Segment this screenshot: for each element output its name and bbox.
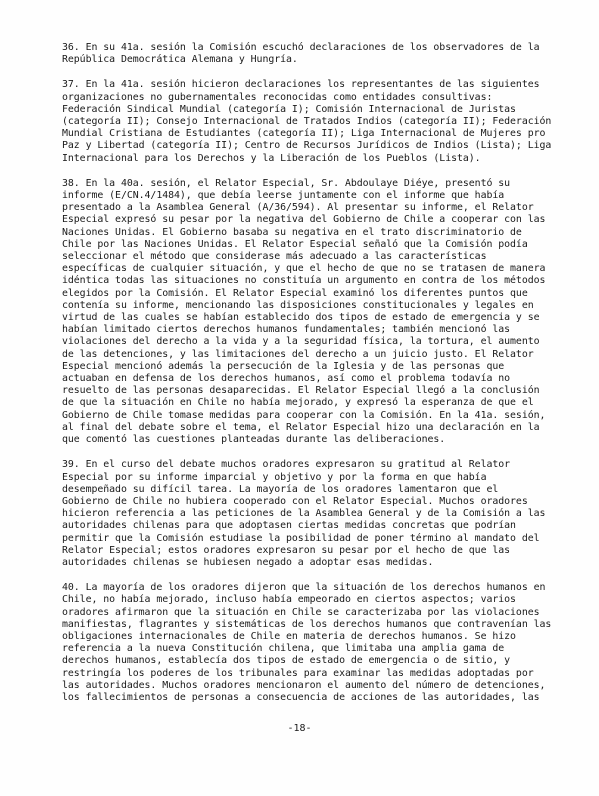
page-number: -18- (287, 723, 312, 734)
paragraph-37: 37. En la 41a. sesión hicieron declaraciones los representantes de las siguientes organizaciones no gubernamentales reconocidas como entidades consultivas: Federación Sindical Mundial (categoría I); Comisión Internacional de Juristas (categoría II); Consejo Internacional de Tratados Indios (categoría II); Federación Mundial Cristiana de Estudiantes (categoría II); Liga Internacional de Mujeres pro Paz y Libertad (categoría II); Centro de Recursos Jurídicos de Indios (Lista); Liga Internacional para los Derechos y la Liberación de los Pueblos (Lista). (62, 79, 552, 164)
paragraph-40: 40. La mayoría de los oradores dijeron que la situación de los derechos humanos en Chile, no había mejorado, incluso había empeorado en ciertos aspectos; varios oradores afirmaron que la situación en Chile se caracterizaba por las violaciones manifiestas, flagrantes y sistemáticas de los derechos humanos que contravenían las obligaciones internacionales de Chile en materia de derechos humanos. Se hizo referencia a la nueva Constitución chilena, que limitaba una amplia gama de derechos humanos, establecía dos tipos de estado de emergencia o de sitio, y restringía los poderes de los tribunales para examinar las medidas adoptadas por las autoridades. Muchos oradores mencionaron el aumento del número de detenciones, los fallecimientos de personas a consecuencia de acciones de las autoridades, las (62, 582, 552, 703)
document-body (62, 42, 558, 717)
paragraph-39: 39. En el curso del debate muchos oradores expresaron su gratitud al Relator Especial por su informe imparcial y objetivo y por la forma en que había desempeñado su difícil tarea. La mayoría de los oradores lamentaron que el Gobierno de Chile no hubiera cooperado con el Relator Especial. Muchos oradores hicieron referencia a las peticiones de la Asamblea General y de la Comisión a las autoridades chilenas para que adoptasen ciertas medidas concretas que podrían permitir que la Comisión estudiase la posibilidad de poner término al mandato del Relator Especial; estos oradores expresaron su pesar por el hecho de que las autoridades chilenas se hubiesen negado a adoptar esas medidas. (62, 459, 546, 568)
paragraph-36: 36. En su 41a. sesión la Comisión escuchó declaraciones de los observadores de la República Democrática Alemana y Hungría. (62, 42, 540, 66)
paragraph-38: 38. En la 40a. sesión, el Relator Especial, Sr. Abdoulaye Diéye, presentó su informe (E/CN.4/1484), que debía leerse juntamente con el informe que había presentado a la Asamblea General (A/36/594). Al presentar su informe, el Relator Especial expresó su pesar por la negativa del Gobierno de Chile a cooperar con las Naciones Unidas. El Gobierno basaba su negativa en el trato discriminatorio de Chile por las Naciones Unidas. El Relator Especial señaló que la Comisión podía seleccionar el método que considerase más adecuado a las características específicas de cualquier situación, y que el hecho de que no se tratasen de manera idéntica todas las situaciones no constituía un argumento en contra de los métodos elegidos por la Comisión. El Relator Especial examinó los diferentes puntos que contenía su informe, mencionando las disposiciones constitucionales y legales en virtud de las cuales se habían establecido dos tipos de estado de emergencia y se habían limitado ciertos derechos humanos fundamentales; también mencionó las violaciones del derecho a la vida y a la seguridad física, la tortura, el aumento de las detenciones, y las limitaciones del derecho a un juicio justo. El Relator Especial mencionó además la persecución de la Iglesia y de las personas que actuaban en defensa de los derechos humanos, así como el problema todavía no resuelto de las personas desaparecidas. El Relator Especial llegó a la conclusión de que la situación en Chile no había mejorado, y expresó la esperanza de que el Gobierno de Chile tomase medidas para cooperar con la Comisión. En la 41a. sesión, al final del debate sobre el tema, el Relator Especial hizo una declaración en la que comentó las cuestiones planteadas durante las deliberaciones. (62, 177, 546, 446)
